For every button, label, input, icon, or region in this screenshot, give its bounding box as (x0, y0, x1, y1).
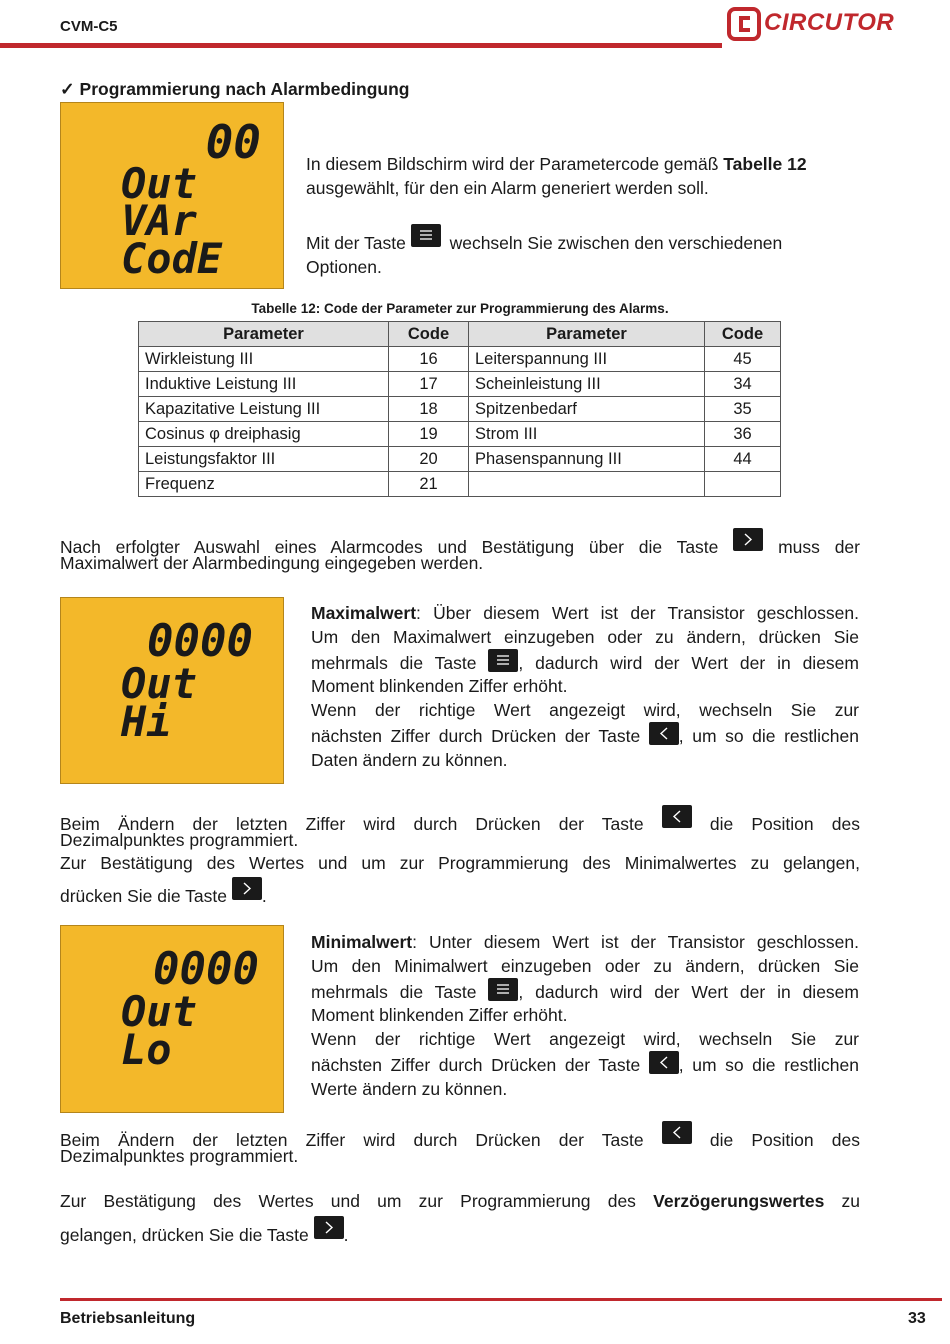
lcd3-line1: 0000 (153, 944, 259, 995)
after-min-text-1b: die Position des (709, 1130, 860, 1150)
brand-logo-text: CIRCUTOR (764, 9, 895, 36)
max-line-2: Um den Maximalwert einzugeben oder zu ändern, drücken Sie (311, 626, 859, 647)
table-cell: Leiterspannung III (469, 347, 705, 372)
after-min-line-4 (60, 1216, 860, 1248)
after-table-text-2: muss der (778, 537, 860, 557)
max-value-block (311, 602, 859, 773)
lcd2-line2: Out (121, 659, 197, 708)
lcd-segment-text (61, 598, 283, 783)
table-caption: Tabelle 12: Code der Parameter zur Programmierung des Alarms. (251, 301, 669, 316)
min-text-3a: mehrmals die Taste (311, 982, 477, 1002)
after-min-line-3 (60, 1190, 860, 1214)
min-line-1 (311, 931, 859, 955)
circutor-logo-icon (726, 6, 762, 42)
min-line-3 (311, 978, 859, 1004)
right-key-icon (733, 528, 763, 551)
table-row (139, 347, 781, 372)
option-text-1: Mit der Taste (306, 233, 411, 253)
header-parameter-1: Parameter (139, 322, 389, 347)
header-parameter-2: Parameter (469, 322, 705, 347)
table-cell: 45 (705, 347, 781, 372)
lcd1-line2: Out (121, 159, 197, 208)
max-text-6a: nächsten Ziffer durch Drücken der Taste (311, 726, 641, 746)
after-min-text-3a: Zur Bestätigung des Wertes und um zur Programmierung des (60, 1191, 636, 1211)
footer-title: Betriebsanleitung (60, 1310, 196, 1327)
table-row (139, 472, 781, 497)
after-min-text-1a: Beim Ändern der letzten Ziffer wird durch Drücken der Taste (60, 1130, 644, 1150)
after-min-text-4a: gelangen, drücken Sie die Taste (60, 1225, 309, 1245)
after-max-text-1b: die Position des (709, 814, 860, 834)
intro-text-2: ausgewählt, für den ein Alarm generiert werden soll. (306, 177, 709, 198)
max-text-6b: , um so die restlichen (678, 726, 859, 746)
min-line-6 (311, 1051, 859, 1078)
table-cell: 16 (389, 347, 469, 372)
intro-paragraph (306, 153, 860, 200)
after-min-line-2: Dezimalpunktes programmiert. (60, 1146, 299, 1166)
lcd-display-min (60, 925, 284, 1113)
parameter-code-table (138, 321, 781, 497)
header-code-2: Code (705, 322, 781, 347)
table-cell: Wirkleistung III (139, 347, 389, 372)
min-line-4: Moment blinkenden Ziffer erhöht. (311, 1005, 568, 1025)
table-cell: 34 (705, 372, 781, 397)
left-key-icon (662, 805, 692, 828)
lcd2-line1: 0000 (147, 616, 253, 667)
max-text-3b: , dadurch wird der Wert der in diesem (518, 653, 859, 673)
table-cell: 35 (705, 397, 781, 422)
menu-key-icon (488, 978, 518, 1001)
table-row (139, 372, 781, 397)
table-cell: Kapazitative Leistung III (139, 397, 389, 422)
after-max-line-2: Dezimalpunktes programmiert. (60, 830, 299, 850)
after-max-line-4 (60, 877, 860, 909)
document-model: CVM-C5 (60, 18, 118, 35)
max-line-4: Moment blinkenden Ziffer erhöht. (311, 676, 568, 696)
after-table-text-1: Nach erfolgter Auswahl eines Alarmcodes und Bestätigung über die Taste (60, 537, 719, 557)
max-line-1 (311, 602, 859, 626)
right-key-icon (232, 877, 262, 900)
after-max-text-4a: drücken Sie die Taste (60, 886, 228, 906)
table-cell (469, 472, 705, 497)
max-line-3 (311, 649, 859, 675)
lcd-segment-text (61, 926, 283, 1112)
table-cell (705, 472, 781, 497)
max-text-1: : Über diesem Wert ist der Transistor geschlossen. (416, 603, 859, 623)
table-cell: Strom III (469, 422, 705, 447)
table-cell: 36 (705, 422, 781, 447)
min-text-1: : Unter diesem Wert ist der Transistor geschlossen. (412, 932, 859, 952)
page-number: 33 (908, 1310, 926, 1327)
min-value-block (311, 931, 859, 1102)
table-row (139, 422, 781, 447)
menu-key-icon (488, 649, 518, 672)
max-text-3a: mehrmals die Taste (311, 653, 477, 673)
min-text-6b: , um so die restlichen (678, 1055, 859, 1075)
table-cell: Leistungsfaktor III (139, 447, 389, 472)
lcd-display-max (60, 597, 284, 784)
header-rule (0, 43, 722, 48)
table-cell: Frequenz (139, 472, 389, 497)
after-max-line-3: Zur Bestätigung des Wertes und um zur Programmierung des Minimalwertes zu gelangen, (60, 853, 860, 873)
lcd-segment-text (61, 103, 283, 288)
table-row (139, 447, 781, 472)
min-line-5: Wenn der richtige Wert angezeigt wird, wechseln Sie zur (311, 1028, 859, 1049)
table-cell: Spitzenbedarf (469, 397, 705, 422)
lcd1-line4: CodE (121, 234, 223, 283)
left-key-icon (662, 1121, 692, 1144)
footer-rule (60, 1298, 942, 1301)
table-ref: Tabelle 12 (723, 154, 807, 174)
table-cell: Induktive Leistung III (139, 372, 389, 397)
table-cell: Cosinus φ dreiphasig (139, 422, 389, 447)
header-code-1: Code (389, 322, 469, 347)
lcd1-line3: VAr (121, 196, 197, 245)
after-min-text-3b: zu (841, 1191, 860, 1211)
table-cell: 21 (389, 472, 469, 497)
max-line-6 (311, 722, 859, 749)
table-cell: 18 (389, 397, 469, 422)
option-paragraph (306, 224, 860, 279)
option-text-2: wechseln Sie zwischen den verschiedenen Optionen. (306, 233, 783, 277)
lcd1-line1: 00 (205, 115, 261, 169)
table-cell: 20 (389, 447, 469, 472)
after-max-text-4b: . (261, 886, 267, 906)
lcd-display-code (60, 102, 284, 289)
table-cell: 19 (389, 422, 469, 447)
section-title: ✓ Programmierung nach Alarmbedingung (60, 79, 410, 99)
right-key-icon (314, 1216, 344, 1239)
left-key-icon (649, 722, 679, 745)
table-cell: 17 (389, 372, 469, 397)
lcd3-line2: Out (121, 987, 197, 1036)
after-max-text-1a: Beim Ändern der letzten Ziffer wird durch Drücken der Taste (60, 814, 644, 834)
lcd3-line3: Lo (121, 1025, 172, 1074)
table-header-row (139, 322, 781, 347)
min-text-6a: nächsten Ziffer durch Drücken der Taste (311, 1055, 641, 1075)
table-cell: 44 (705, 447, 781, 472)
table-cell: Phasenspannung III (469, 447, 705, 472)
min-line-2: Um den Minimalwert einzugeben oder zu ändern, drücken Sie (311, 955, 859, 976)
min-text-3b: , dadurch wird der Wert der in diesem (518, 982, 859, 1002)
min-line-7: Werte ändern zu können. (311, 1079, 508, 1099)
delay-value-label: Verzögerungswertes (653, 1191, 825, 1211)
table-row (139, 397, 781, 422)
intro-text-1: In diesem Bildschirm wird der Parametercode gemäß (306, 154, 724, 174)
max-line-7: Daten ändern zu können. (311, 750, 508, 770)
menu-key-icon (411, 224, 441, 247)
min-value-label: Minimalwert (311, 932, 413, 952)
max-value-label: Maximalwert (311, 603, 417, 623)
table-cell: Scheinleistung III (469, 372, 705, 397)
lcd2-line3: Hi (121, 697, 172, 746)
after-table-line-2: Maximalwert der Alarmbedingung eingegeben werden. (60, 553, 484, 573)
after-min-text-4b: . (343, 1225, 349, 1245)
left-key-icon (649, 1051, 679, 1074)
max-line-5: Wenn der richtige Wert angezeigt wird, wechseln Sie zur (311, 699, 859, 720)
